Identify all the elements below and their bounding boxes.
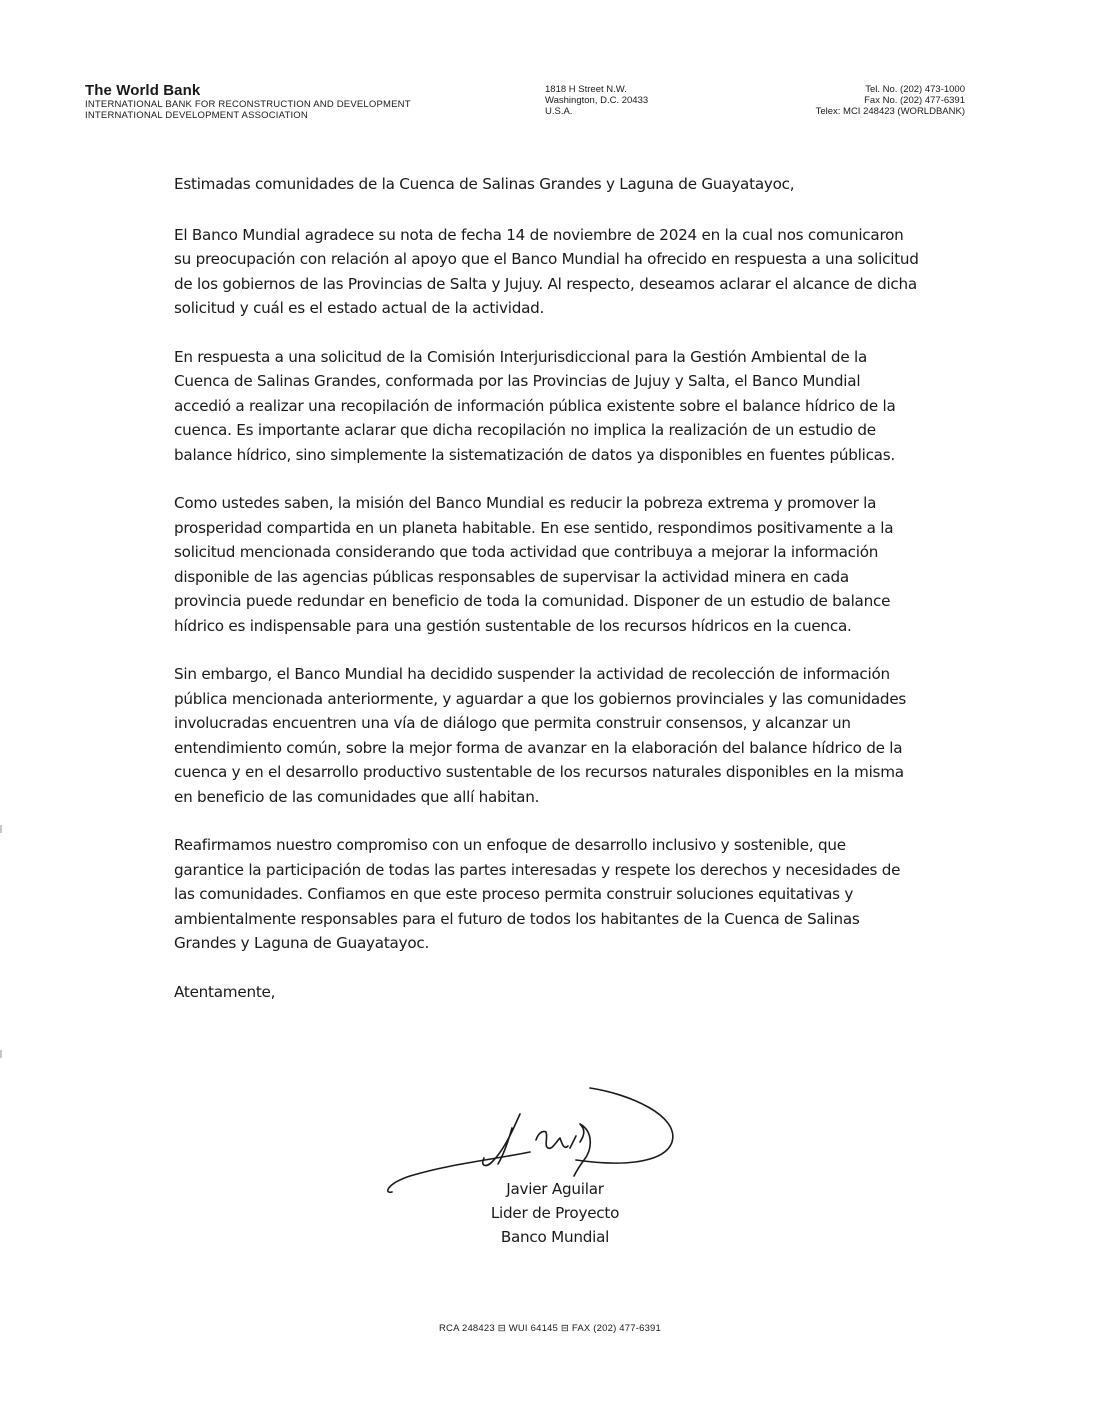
- paragraph-suspension: Sin embargo, el Banco Mundial ha decidido suspender la actividad de recolección de información pública mencionada anteriormente, y aguardar a que los gobiernos provinciales y las comunidades involucradas encuentren una vía de diálogo que permita construir consensos, y alcanzar un entendimiento común, sobre la mejor forma de avanzar en la elaboración del balance hídrico de la cuenca y en el desarrollo productivo sustentable de los recursos naturales disponibles en la misma en beneficio de las comunidades que allí habitan.: [174, 665, 907, 806]
- scan-edge-mark: [0, 1050, 2, 1058]
- footer-contact: RCA 248423 ⊟ WUI 64145 ⊟ FAX (202) 477-6391: [438, 1323, 662, 1334]
- signer-title: Lider de Proyecto: [490, 1204, 620, 1222]
- address-city: Washington, D.C. 20433: [545, 95, 649, 106]
- paragraph-commitment: Reafirmamos nuestro compromiso con un enfoque de desarrollo inclusivo y sostenible, que garantice la participación de todas las partes interesadas y respete los derechos y necesidades de las comunidades. Confiamos en que este proceso permita construir soluciones equitativas y ambientalmente responsables para el futuro de todos los habitantes de la Cuenca de Salinas Grandes y Laguna de Guayatayoc.: [174, 836, 901, 952]
- contact-telex: Telex: MCI 248423 (WORLDBANK): [815, 106, 965, 117]
- letterhead: [85, 82, 965, 132]
- letterhead-address: [545, 84, 648, 117]
- contact-fax: Fax No. (202) 477-6391: [864, 95, 965, 106]
- signer-organization: Banco Mundial: [500, 1228, 610, 1246]
- paragraph-mission: Como ustedes saben, la misión del Banco Mundial es reducir la pobreza extrema y promover la prosperidad compartida en un planeta habitable. En ese sentido, respondimos positivamente a la solicitud mencionada considerando que toda actividad que contribuya a mejorar la información disponible de las agencias públicas responsables de supervisar la actividad minera en cada provincia puede redundar en beneficio de toda la comunidad. Disponer de un estudio de balance hídrico es indispensable para una gestión sustentable de los recursos hídricos en la cuenca.: [174, 494, 894, 635]
- letter-body: [174, 172, 919, 1028]
- closing: Atentamente,: [174, 982, 276, 1001]
- salutation: Estimadas comunidades de la Cuenca de Salinas Grandes y Laguna de Guayatayoc,: [174, 175, 795, 193]
- address-country: U.S.A.: [545, 106, 573, 117]
- signer-details: [475, 1177, 635, 1249]
- scan-edge-mark: [0, 825, 2, 833]
- contact-tel: Tel. No. (202) 473-1000: [865, 84, 965, 95]
- paragraph-request-scope: En respuesta a una solicitud de la Comisión Interjurisdiccional para la Gestión Ambiental de la Cuenca de Salinas Grandes, conformada por las Provincias de Jujuy y Salta, el Banco Mundial accedió a realizar una recopilación de información pública existente sobre el balance hídrico de la cuenca. Es importante aclarar que dicha recopilación no implica la realización de un estudio de balance hídrico, sino simplemente la sistematización de datos ya disponibles en fuentes públicas.: [174, 347, 896, 464]
- organization-line-ibrd: INTERNATIONAL BANK FOR RECONSTRUCTION AND DEVELOPMENT: [85, 99, 411, 110]
- signer-name: Javier Aguilar: [506, 1180, 604, 1198]
- organization-line-ida: INTERNATIONAL DEVELOPMENT ASSOCIATION: [85, 110, 308, 121]
- letterhead-organization: [85, 82, 411, 121]
- address-street: 1818 H Street N.W.: [545, 84, 627, 95]
- letterhead-contact: [816, 84, 965, 117]
- signature-block: [380, 1080, 700, 1250]
- organization-name: The World Bank: [85, 82, 201, 99]
- paragraph-acknowledgement: El Banco Mundial agradece su nota de fecha 14 de noviembre de 2024 en la cual nos comunicaron su preocupación con relación al apoyo que el Banco Mundial ha ofrecido en respuesta a una solicitud de los gobiernos de las Provincias de Salta y Jujuy. Al respecto, deseamos aclarar el alcance de dicha solicitud y cuál es el estado actual de la actividad.: [174, 225, 919, 317]
